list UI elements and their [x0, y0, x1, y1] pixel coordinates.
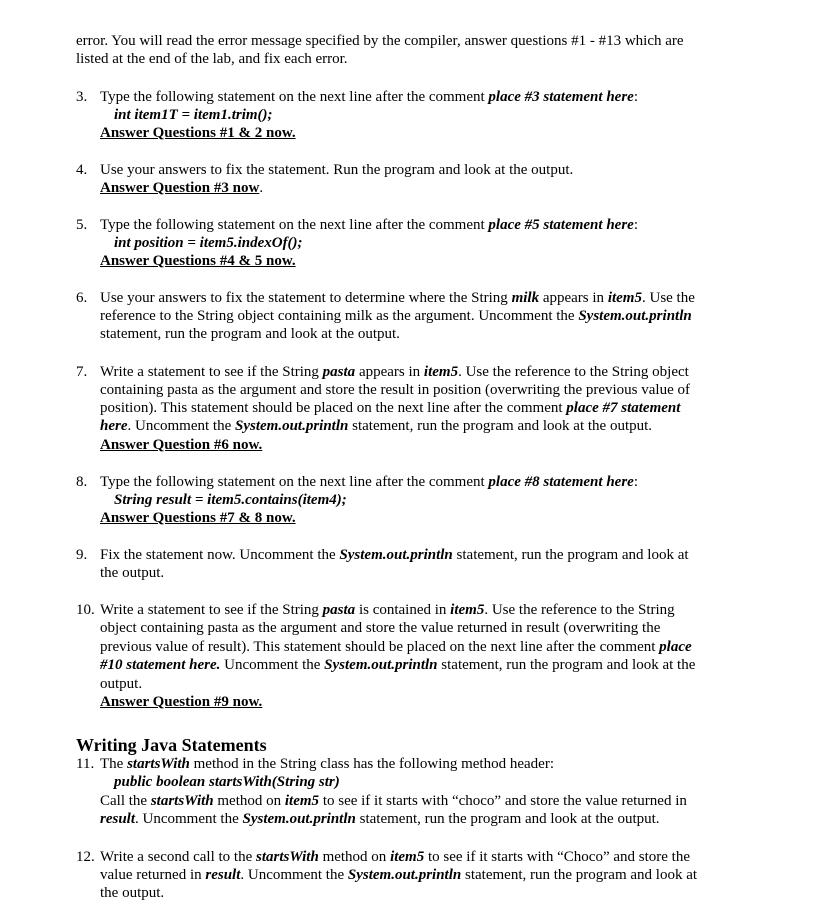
method-header: public boolean startsWith(String str)	[114, 774, 340, 790]
step-number: 9.	[76, 547, 88, 563]
step-9-line-1: Fix the statement now. Uncomment the System.out.println statement, run the program and look at	[100, 547, 689, 563]
step-8-line-1: Type the following statement on the next line after the comment place #8 statement here:	[100, 474, 638, 490]
step-12-line-2: value returned in result. Uncomment the System.out.println statement, run the program and look at	[100, 867, 698, 883]
step-number: 6.	[76, 290, 88, 306]
section-heading: Writing Java Statements	[76, 735, 267, 755]
step-number: 12.	[76, 849, 95, 865]
step-10-line-4: #10 statement here. Uncomment the System.out.println statement, run the program and look at the	[100, 657, 696, 673]
step-11-line-3: Call the startsWith method on item5 to see if it starts with “choco” and store the value returned in	[100, 793, 687, 809]
step-3-line-1: Type the following statement on the next line after the comment place #3 statement here:	[100, 89, 638, 105]
step-number: 5.	[76, 217, 88, 233]
answer-prompt: Answer Question #3 now.	[100, 180, 264, 196]
answer-prompt: Answer Questions #1 & 2 now.	[100, 125, 296, 141]
answer-prompt: Answer Question #9 now.	[100, 694, 263, 710]
step-10-line-3: previous value of result). This statement should be placed on the next line after the comment place	[100, 639, 692, 655]
step-5-line-1: Type the following statement on the next line after the comment place #5 statement here:	[100, 217, 638, 233]
step-10-line-5: output.	[100, 676, 143, 692]
step-number: 10.	[76, 602, 95, 618]
step-7-line-3: position). This statement should be placed on the next line after the comment place #7 statement	[100, 400, 681, 416]
step-10-line-2: object containing pasta as the argument and store the value returned in result (overwriting the	[100, 620, 661, 636]
answer-prompt: Answer Questions #4 & 5 now.	[100, 253, 296, 269]
step-4-line-1: Use your answers to fix the statement. Run the program and look at the output.	[100, 162, 574, 178]
code-statement: int item1T = item1.trim();	[114, 107, 273, 123]
step-6-line-3: statement, run the program and look at the output.	[100, 326, 400, 342]
answer-prompt: Answer Questions #7 & 8 now.	[100, 510, 296, 526]
answer-prompt: Answer Question #6 now.	[100, 437, 263, 453]
step-11-line-4: result. Uncomment the System.out.println statement, run the program and look at the output.	[100, 811, 660, 827]
step-6-line-1: Use your answers to fix the statement to determine where the String milk appears in item5. Use the	[100, 290, 695, 306]
intro-line-1: error. You will read the error message specified by the compiler, answer questions #1 - #13 which are	[76, 33, 684, 49]
step-7-line-4: here. Uncomment the System.out.println statement, run the program and look at the output.	[100, 418, 653, 434]
step-12-line-3: the output.	[100, 885, 165, 901]
step-12-line-1: Write a second call to the startsWith method on item5 to see if it starts with “Choco” and store the	[100, 849, 691, 865]
step-7-line-1: Write a statement to see if the String pasta appears in item5. Use the reference to the String object	[100, 364, 689, 380]
step-7-line-2: containing pasta as the argument and store the result in position (overwriting the previous value of	[100, 382, 690, 398]
step-10-line-1: Write a statement to see if the String pasta is contained in item5. Use the reference to the String	[100, 602, 675, 618]
step-number: 8.	[76, 474, 88, 490]
step-11-line-1: The startsWith method in the String class has the following method header:	[100, 756, 554, 772]
step-number: 3.	[76, 89, 88, 105]
step-9-line-2: the output.	[100, 565, 165, 581]
code-statement: String result = item5.contains(item4);	[114, 492, 347, 508]
code-statement: int position = item5.indexOf();	[114, 235, 303, 251]
step-number: 4.	[76, 162, 88, 178]
step-6-line-2: reference to the String object containing milk as the argument. Uncomment the System.out.println	[100, 308, 692, 324]
step-number: 7.	[76, 364, 88, 380]
intro-line-2: listed at the end of the lab, and fix each error.	[76, 51, 348, 67]
step-number: 11.	[76, 756, 95, 772]
